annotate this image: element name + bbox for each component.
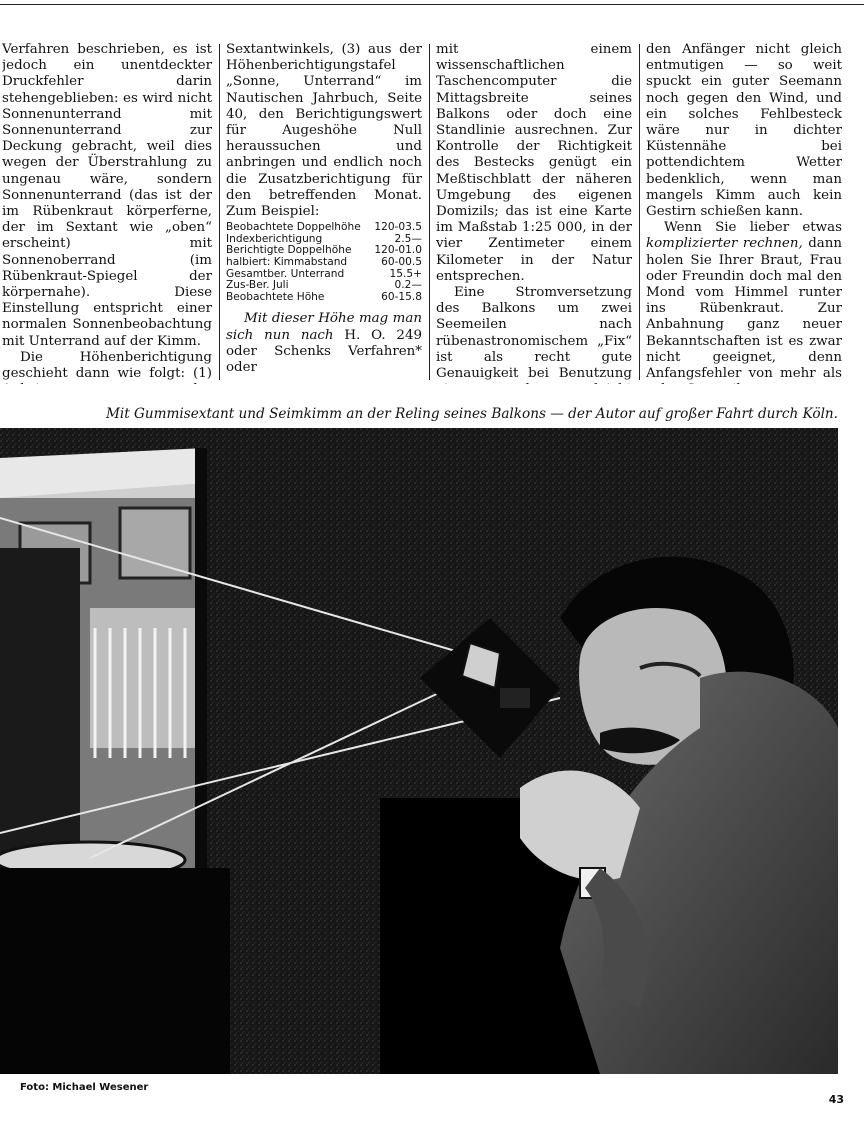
italic-text: komplizierter rechnen, [646, 236, 803, 252]
row-label: Gesamtber. Unterrand [226, 267, 345, 280]
table-row [226, 257, 422, 269]
row-value: 120-01.0 [374, 244, 422, 257]
row-label: Berichtigte Doppelhöhe [226, 244, 352, 257]
column-divider [219, 44, 220, 380]
paragraph [646, 220, 842, 384]
row-value: 15.5+ [389, 267, 422, 280]
paragraph: den Anfänger nicht gleich entmutigen — so weit spuckt ein guter Seemann noch gegen den Wind, und ein solches Fehlbesteck wäre nur in dichter Küstennähe bei pottendichtem Wetter bedenklich, wenn man mangels Kimm auch kein Gestirn schießen kann. [646, 42, 842, 220]
text-column-1 [2, 42, 212, 384]
row-label: Beobachtete Höhe [226, 290, 325, 303]
paragraph: Sextantwinkels, (3) aus der Höhenberichtigungstafel „Sonne, Unterrand“ im Nautischen Jahrbuch, Seite 40, den Berichtigungswert für Augeshöhe Null heraussuchen und anbringen und endlich noch die Zusatzberichtigung für den betreffenden Monat. Zum Beispiel: [226, 42, 422, 220]
text-column-4 [646, 42, 842, 384]
text-column-3 [436, 42, 632, 384]
paragraph: Die Höhenberichtigung geschieht dann wie folgt: (1) [2, 349, 212, 382]
text-run: oder [226, 360, 257, 375]
row-label: halbiert: Kimmabstand [226, 256, 348, 269]
paragraph: mit einem wissenschaftlichen Taschencomputer die Mittagsbreite seines Balkons oder doch eine Standlinie ausrechnen. Zur Kontrolle der Richtigkeit des Bestecks genügt ein Meßtischblatt der näheren Umgebung des eigenen Domizils; das ist eine Karte im Maßstab 1:25 000, in der vier Zentimeter einem Kilometer in der Natur entsprechen. [436, 42, 632, 284]
height-correction-table [226, 222, 422, 303]
text-run: dann holen Sie Ihrer Braut, Frau oder Freundin doch mal den Mond vom Himmel runter ins Rübenkraut. Zur Anbahnung ganz neuer Bekanntschaften ist es zwar nicht geeignet, denn Anfangsfehler von mehr als [646, 236, 842, 382]
row-value: 60-00.5 [381, 256, 422, 269]
paragraph: Eine Stromversetzung des Balkons um zwei Seemeilen nach rübenastronomischem „Fix“ ist als recht gute Genauigkeit bei Benutzung [436, 285, 632, 382]
paragraph: Verfahren beschrieben, es ist jedoch ein unentdeckter Druckfehler darin stehengeblieben: es wird nicht Sonnenunterrand mit Sonnenunterrand zur Deckung gebracht, weil dies wegen der Überstrahlung zu ungenau wäre, sondern Sonnenunterrand (das ist der im Rübenkraut körperferne, der im Sextant wie „oben“ erscheint) mit Sonnenoberrand (im Rübenkraut-Spiegel der körpernahe). Diese Einstellung entspricht einer normalen Sonnenbeobachtung mit Unterrand auf der Kimm. [2, 42, 212, 349]
photo-credit: Foto: Michael Wesener [20, 1082, 149, 1093]
row-value: 0.2— [394, 279, 422, 292]
column-divider [429, 44, 430, 380]
row-label: Beobachtete Doppelhöhe [226, 221, 361, 234]
balcony-railing [0, 868, 230, 1074]
italic-text: Mit dieser Höhe mag man sich nun nach [226, 311, 422, 343]
text-column-2 [226, 42, 422, 384]
paragraph [226, 311, 422, 376]
table-row [226, 292, 422, 304]
photo-caption: Mit Gummisextant und Seimkimm an der Reling seines Balkons — der Autor auf großer Fahrt durch Köln. [105, 406, 838, 422]
row-label: Indexberichtigung [226, 232, 323, 245]
photo-author-with-sextant [0, 428, 838, 1074]
row-value: 60-15.8 [381, 290, 422, 303]
row-value: 120-03.5 [374, 221, 422, 234]
text-run: H. O. 249 oder Schenks Verfahren* [226, 327, 422, 359]
row-value: 2.5— [394, 232, 422, 245]
column-divider [639, 44, 640, 380]
photo-illustration [0, 428, 838, 1074]
row-label: Zus-Ber. Juli [226, 279, 289, 292]
page-number: 43 [828, 1093, 844, 1106]
top-rule [0, 4, 864, 5]
text-run: Wenn Sie lieber etwas [664, 220, 842, 236]
